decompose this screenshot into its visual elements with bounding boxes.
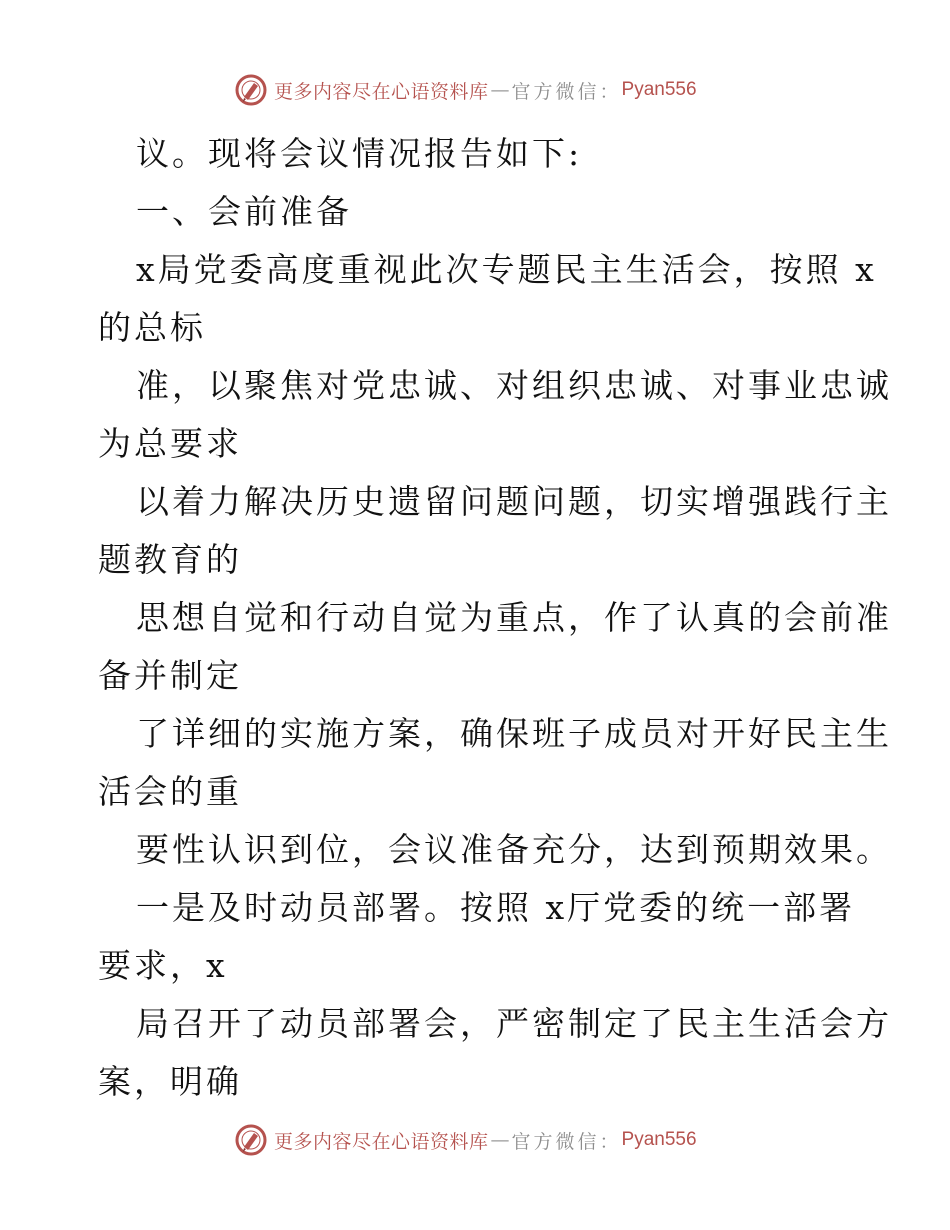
pen-nib-seal-icon [234,1123,268,1157]
watermark-official-label: 官方微信： [511,1130,622,1153]
watermark-dash: — [490,79,510,101]
watermark-official-label: 官方微信： [511,80,622,103]
text-line: 局召开了动员部署会，严密制定了民主生活会方 [136,1004,892,1043]
text-line: 备并制定 [98,656,242,695]
text-line: 要求，x [98,946,228,985]
footer-watermark [234,1122,697,1158]
watermark-dash: — [490,1129,510,1151]
text-line: 题教育的 [98,540,242,579]
watermark-text: 更多内容尽在心语资料库 [274,80,489,103]
text-line: 议。现将会议情况报告如下: [136,134,583,173]
text-line: 要性认识到位，会议准备充分，达到预期效果。 [136,830,892,869]
text-line: 为总要求 [98,424,242,463]
watermark-wechat-id: Pyan556 [621,1129,697,1150]
text-line: 一是及时动员部署。按照 x厅党委的统一部署 [136,888,856,927]
text-line: x局党委高度重视此次专题民主生活会，按照 x [136,250,877,289]
header-watermark [234,72,697,108]
text-line: 的总标 [98,308,206,347]
text-line: 案，明确 [98,1062,242,1101]
text-line: 准，以聚焦对党忠诚、对组织忠诚、对事业忠诚 [136,366,892,405]
section-heading: 一、会前准备 [136,192,352,231]
text-line: 了详细的实施方案，确保班子成员对开好民主生 [136,714,892,753]
text-line: 思想自觉和行动自觉为重点，作了认真的会前准 [136,598,892,637]
text-line: 以着力解决历史遗留问题问题，切实增强践行主 [136,482,892,521]
text-line: 活会的重 [98,772,242,811]
pen-nib-seal-icon [234,73,268,107]
watermark-wechat-id: Pyan556 [621,79,697,100]
watermark-text: 更多内容尽在心语资料库 [274,1130,489,1153]
